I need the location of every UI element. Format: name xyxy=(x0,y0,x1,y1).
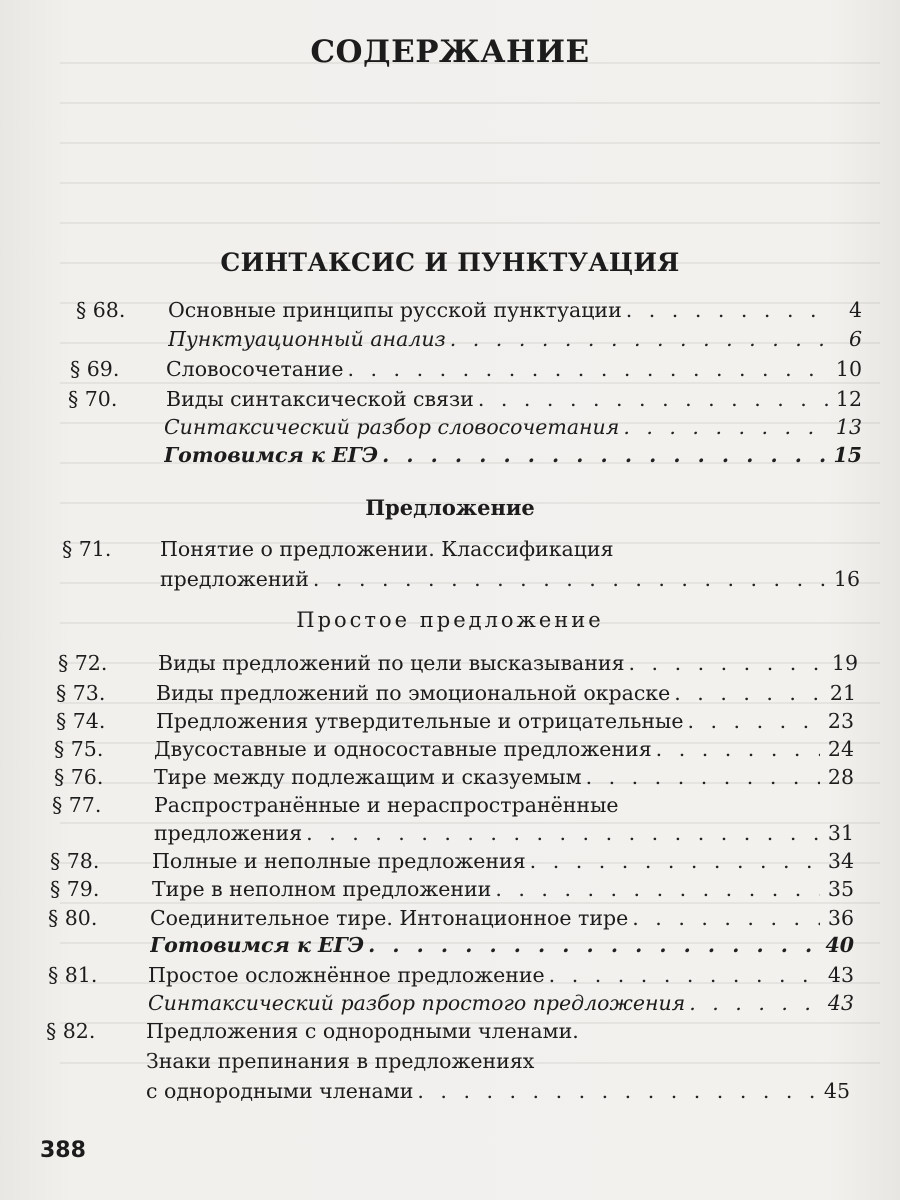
toc-entry-title: с однородными членами xyxy=(146,1079,414,1103)
toc-entry[interactable] xyxy=(0,438,900,472)
toc-entry-title: Основные принципы русской пунктуации xyxy=(168,298,622,322)
toc-entry-number: § 78. xyxy=(50,849,100,873)
toc-entry-title-line1: Предложения с однородными членами. xyxy=(146,1019,579,1043)
toc-entry-number: § 75. xyxy=(54,737,104,761)
section-heading: СИНТАКСИС И ПУНКТУАЦИЯ xyxy=(220,248,680,277)
leader-dots xyxy=(364,928,819,962)
leader-dots xyxy=(685,986,820,1020)
toc-entry-title: Готовимся к ЕГЭ xyxy=(164,443,379,467)
toc-entry-title: Предложения утвердительные и отрицательные xyxy=(156,709,684,733)
toc-entry-page: 23 xyxy=(827,709,854,733)
toc-entry-title: Двусоставные и односоставные предложения xyxy=(154,737,652,761)
toc-entry-title: Синтаксический разбор словосочетания xyxy=(164,415,620,439)
toc-entry[interactable] xyxy=(0,928,900,962)
toc-entry-page: 34 xyxy=(827,849,854,873)
toc-entry[interactable] xyxy=(0,646,900,680)
toc-entry-title: Словосочетание xyxy=(166,357,344,381)
toc-entry-number: § 73. xyxy=(56,681,106,705)
leader-dots xyxy=(343,352,828,386)
toc-entry-page: 12 xyxy=(835,387,862,411)
toc-entry-title: Тире между подлежащим и сказуемым xyxy=(154,765,582,789)
toc-entry-title-line2: Знаки препинания в предложениях xyxy=(146,1049,535,1073)
toc-entry-page: 15 xyxy=(833,443,862,467)
toc-entry-title: Виды синтаксической связи xyxy=(166,387,474,411)
toc-entry-page: 36 xyxy=(827,906,854,930)
toc-entry-title: Готовимся к ЕГЭ xyxy=(150,933,365,957)
toc-entry-title: Соединительное тире. Интонационное тире xyxy=(150,906,629,930)
subsubsection-heading: Простое предложение xyxy=(296,608,604,632)
toc-entry-number: § 68. xyxy=(76,298,126,322)
leader-dots xyxy=(413,1074,816,1108)
toc-entry-page: 13 xyxy=(835,415,862,439)
leader-dots xyxy=(625,646,824,680)
toc-entry-title: Виды предложений по цели высказывания xyxy=(158,651,625,675)
toc-entry-number: § 76. xyxy=(54,765,104,789)
toc-entry-title: Тире в неполном предложении xyxy=(152,877,492,901)
toc-entry-title: Простое осложнённое предложение xyxy=(148,963,545,987)
toc-entry[interactable] xyxy=(0,562,900,596)
toc-entry[interactable] xyxy=(0,352,900,386)
toc-entry-page: 45 xyxy=(823,1079,850,1103)
toc-entry-title: Пунктуационный анализ xyxy=(168,327,446,351)
toc-entry-page: 10 xyxy=(835,357,862,381)
toc-entry-title: предложения xyxy=(154,821,303,845)
toc-entry-number: § 71. xyxy=(62,537,112,561)
toc-entry-page: 6 xyxy=(848,327,862,351)
toc-entry-page: 4 xyxy=(848,298,862,322)
toc-entry-title: Виды предложений по эмоциональной окраске xyxy=(156,681,671,705)
toc-entry-number: § 80. xyxy=(48,906,98,930)
toc-entry-page: 28 xyxy=(827,765,854,789)
leader-dots xyxy=(446,322,828,356)
leader-dots xyxy=(378,438,827,472)
toc-entry[interactable] xyxy=(0,1074,900,1108)
toc-entry-page: 24 xyxy=(827,737,854,761)
page-number: 388 xyxy=(40,1138,86,1163)
leader-dots xyxy=(309,562,826,596)
toc-entry-number: § 70. xyxy=(68,387,118,411)
toc-entry-number: § 79. xyxy=(50,877,100,901)
subsection-heading: Предложение xyxy=(365,495,535,520)
page-title: СОДЕРЖАНИЕ xyxy=(310,34,590,70)
toc-entry-title: предложений xyxy=(160,567,309,591)
toc-entry-number: § 69. xyxy=(70,357,120,381)
toc-entry-title: Полные и неполные предложения xyxy=(152,849,526,873)
toc-entry-number: § 77. xyxy=(52,793,102,817)
toc-entry-title-line1: Распространённые и нераспространённые xyxy=(154,793,619,817)
toc-entry-page: 35 xyxy=(827,877,854,901)
toc-entry-number: § 74. xyxy=(56,709,106,733)
toc-entry[interactable] xyxy=(0,322,900,356)
toc-entry-page: 31 xyxy=(827,821,854,845)
toc-entry-page: 40 xyxy=(825,933,854,957)
toc-entry-title: Синтаксический разбор простого предложения xyxy=(148,991,686,1015)
toc-entry-page: 19 xyxy=(831,651,858,675)
toc-entry-number: § 81. xyxy=(48,963,98,987)
toc-entry-number: § 82. xyxy=(46,1019,96,1043)
toc-entry-title-line1: Понятие о предложении. Классификация xyxy=(160,537,614,561)
toc-entry-page: 21 xyxy=(829,681,856,705)
toc-entry-page: 43 xyxy=(827,991,854,1015)
toc-entry-page: 43 xyxy=(827,963,854,987)
toc-entry-page: 16 xyxy=(833,567,860,591)
toc-entry-number: § 72. xyxy=(58,651,108,675)
